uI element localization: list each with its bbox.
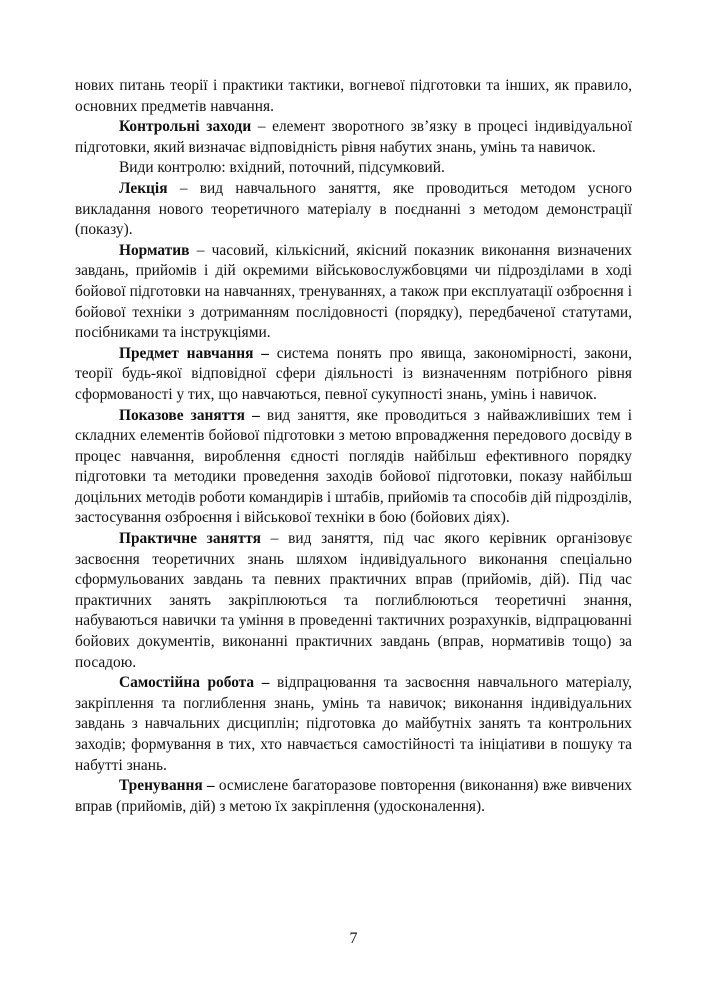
paragraph-subject xyxy=(75,344,632,406)
paragraph-text: – вид заняття, під час якого керівник організовує засвоєння теоретичних знань шляхом індивідуального виконання спеціально сформульованих завдань та певних практичних вправ (прийомів, дій). Під час практичних занять закріплюються та поглиблюються теоретичні знання, набуваються навички та уміння в проведенні тактичних розрахунків, відпрацюванні бойових документів, виконанні практичних завдань (вправ, нормативів тощо) за посадою. xyxy=(75,530,632,671)
paragraph-text: – вид навчального заняття, яке проводиться методом усного викладання нового теоретичного матеріалу в поєднанні з методом демонстрації (показу). xyxy=(75,179,632,239)
paragraph-control-types xyxy=(75,158,632,179)
paragraph-lecture xyxy=(75,179,632,241)
document-body xyxy=(75,76,632,817)
paragraph-demonstration-class xyxy=(75,406,632,530)
paragraph-text: – елемент зворотного зв’язку в процесі індивідуальної підготовки, який визначає відповідність рівня набутих знань, умінь та навичок. xyxy=(75,118,632,156)
paragraph-training xyxy=(75,776,632,817)
paragraph-text: вид заняття, яке проводиться з найважливіших тем і складних елементів бойової підготовки з метою впровадження передового досвіду в процес навчання, вироблення єдності поглядів найбільш ефективного порядку підготовки та методики проведення заходів бойової підготовки, показу найбільш доцільних методів роботи командирів і штабів, прийомів та способів дій підрозділів, застосування озброєння і військової техніки в бою (бойових діях). xyxy=(75,406,632,527)
paragraph-text: осмислене багаторазове повторення (виконання) вже вивчених вправ (прийомів, дій) з метою їх закріплення (удосконалення). xyxy=(75,777,632,815)
paragraph-self-study xyxy=(75,673,632,776)
paragraph-text: – часовий, кількісний, якісний показник виконання визначених завдань, прийомів і дій окремими військовослужбовцями чи підрозділами в ході бойової підготовки на навчаннях, тренуваннях, а також при експлуатації озброєння і бойової техніки з дотриманням послідовності (порядку), передбаченої статутами, посібниками та інструкціями. xyxy=(75,241,632,342)
page-number: 7 xyxy=(349,930,358,947)
term-practical-class: Практичне заняття xyxy=(119,530,261,548)
term-subject: Предмет навчання – xyxy=(119,344,269,362)
paragraph-text: Види контролю: вхідний, поточний, підсумковий. xyxy=(119,159,445,177)
paragraph-text: відпрацювання та засвоєння навчального матеріалу, закріплення та поглиблення знань, умінь та навичок; виконання індивідуальних завдань з навчальних дисциплін; підготовка до майбутніх занять та контрольних заходів; формування в тих, хто навчається самостійності та ініціативи в пошуку та набутті знань. xyxy=(75,674,632,774)
term-lecture: Лекція xyxy=(119,179,168,197)
paragraph-text: нових питань теорії і практики тактики, вогневої підготовки та інших, як правило, основних предметів навчання. xyxy=(75,77,632,115)
paragraph-text: система понять про явища, закономірності, закони, теорії будь-якої відповідної сфери діяльності із визначенням потрібного рівня сформованості у тих, що навчаються, певної сукупності знань, умінь і навичок. xyxy=(75,344,632,403)
term-self-study: Самостійна робота – xyxy=(119,674,270,692)
term-training: Тренування – xyxy=(119,777,215,795)
paragraph-practical-class xyxy=(75,529,632,673)
paragraph-continuation xyxy=(75,76,632,117)
term-control-measures: Контрольні заходи xyxy=(119,118,252,136)
term-standard: Норматив xyxy=(119,241,190,259)
paragraph-control-measures xyxy=(75,117,632,158)
term-demonstration-class: Показове заняття – xyxy=(119,406,260,424)
paragraph-standard xyxy=(75,241,632,344)
